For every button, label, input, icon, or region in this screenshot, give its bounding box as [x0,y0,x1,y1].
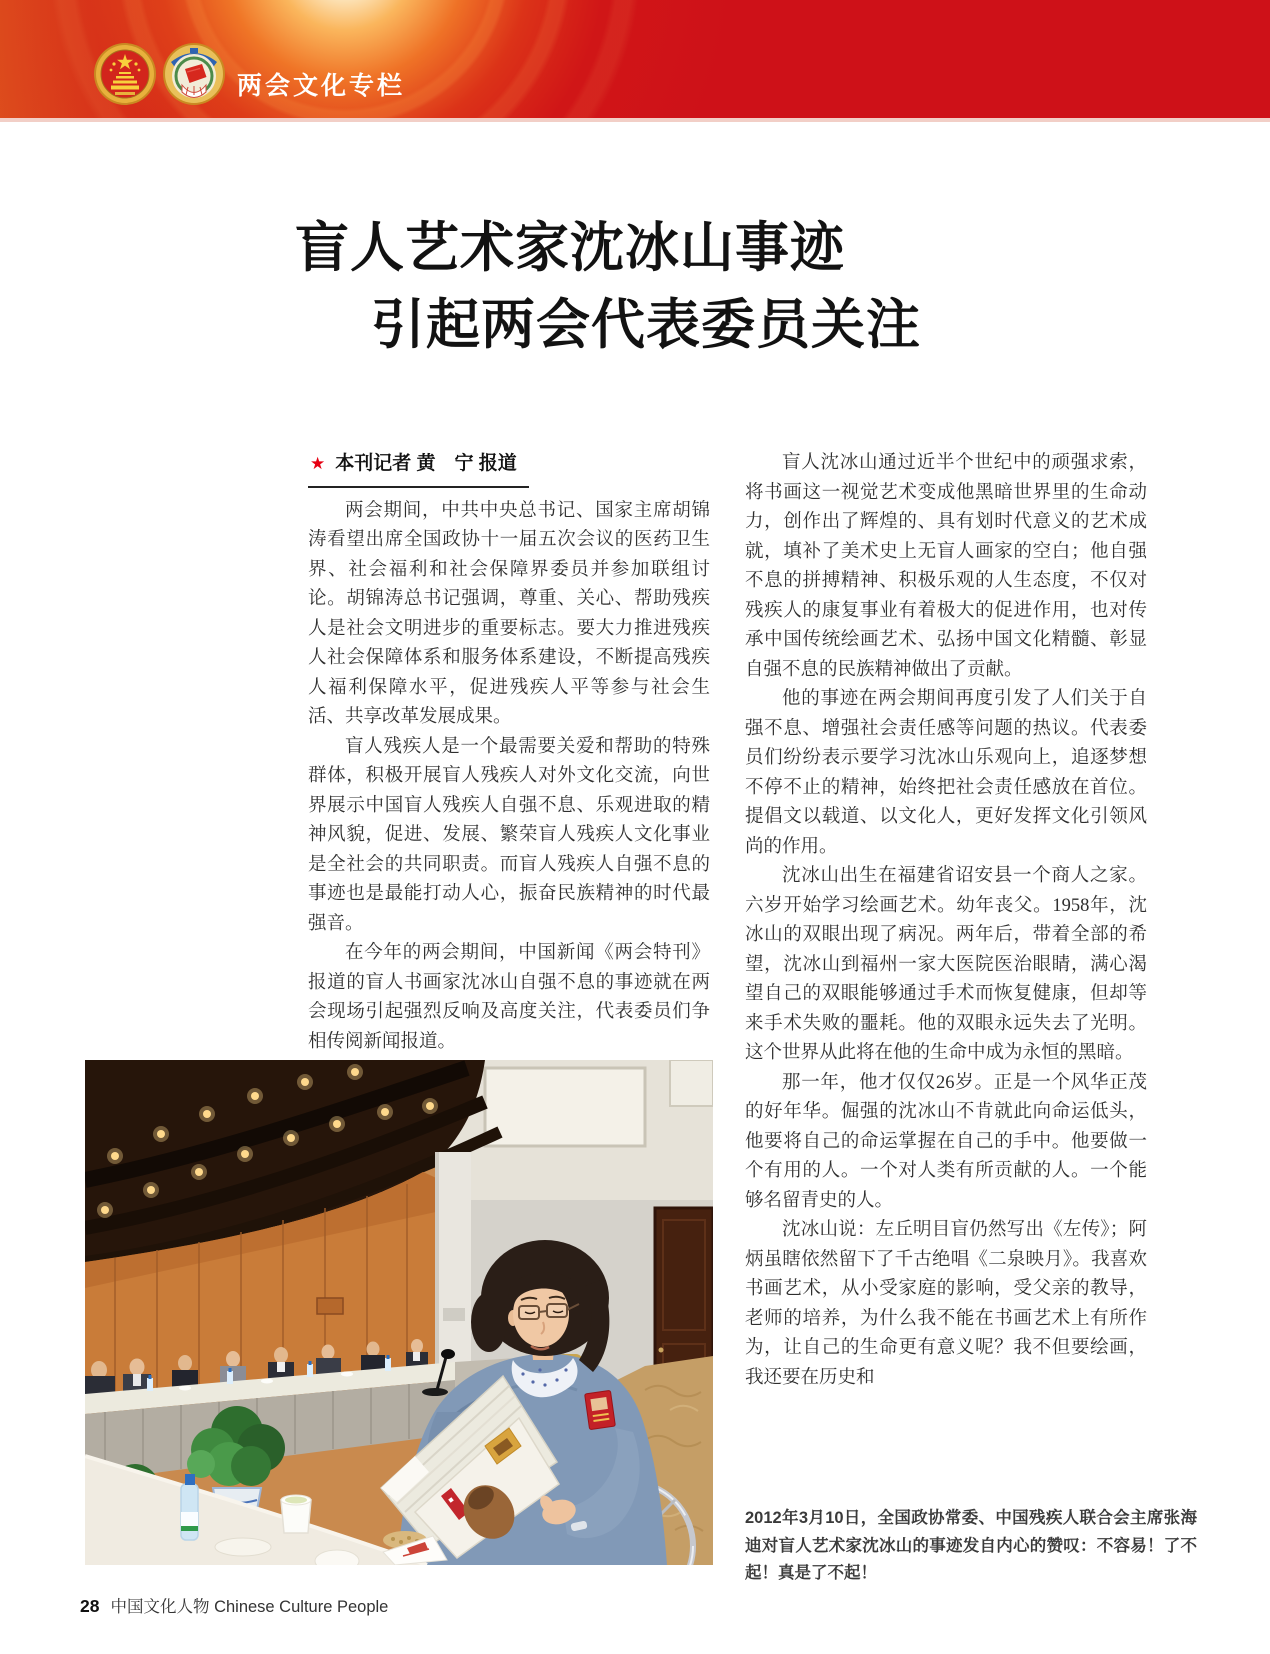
masthead-banner [0,0,1270,118]
paragraph: 盲人残疾人是一个最需要关爱和帮助的特殊群体，积极开展盲人残疾人对外文化交流，向世界展示中国盲人残疾人自强不息、乐观进取的精神风貌，促进、发展、繁荣盲人残疾人文化事业是全社会的共同职责。而盲人残疾人自强不息的事迹也是最能打动人心，振奋民族精神的时代最强音。 [308,736,710,934]
paragraph: 在今年的两会期间，中国新闻《两会特刊》报道的盲人书画家沈冰山自强不息的事迹就在两会现场引起强烈反响及高度关注，代表委员们争相传阅新闻报道。 [308,943,710,1052]
star-icon: ★ [310,454,326,473]
byline-text: 本刊记者 黄 宁 报道 [335,453,517,474]
paragraph: 那一年，他才仅仅26岁。正是一个风华正茂的好年华。倔强的沈冰山不肯就此向命运低头，他要将自己的命运掌握在自己的手中。他要做一个有用的人。一个对人类有所贡献的人。一个能够名留青史的人。 [745,1072,1147,1211]
paragraph: 他的事迹在两会期间再度引发了人们关于自强不息、增强社会责任感等问题的热议。代表委员们纷纷表示要学习沈冰山乐观向上，追逐梦想不停不止的精神，始终把社会责任感放在首位。提倡文以载道、以文化人，更好发挥文化引领风尚的作用。 [745,689,1147,857]
delegate-badge [585,1390,616,1429]
water-bottle [181,1474,198,1540]
paragraph: 沈冰山出生在福建省诏安县一个商人之家。六岁开始学习绘画艺术。幼年丧父。1958年，沈冰山的双眼出现了病况。两年后，带着全部的希望，沈冰山到福州一家大医院医治眼睛，满心渴望自己的双眼能够通过手术而恢复健康，但却等来手术失败的噩耗。他的双眼永远失去了光明。这个世界从此将在他的生命中成为永恒的黑暗。 [745,866,1147,1063]
paragraph: 盲人沈冰山通过近半个世纪中的顽强求索，将书画这一视觉艺术变成他黑暗世界里的生命动力，创作出了辉煌的、具有划时代意义的艺术成就，填补了美术史上无盲人画家的空白；他自强不息的拼搏精神、积极乐观的人生态度，不仅对残疾人的康复事业有着极大的促进作用，也对传承中国传统绘画艺术、弘扬中国文化精髓、彰显自强不息的民族精神做出了贡献。 [745,453,1147,680]
byline [308,449,529,488]
paragraph: 沈冰山说：左丘明目盲仍然写出《左传》；阿炳虽瞎依然留下了千古绝唱《二泉映月》。我喜欢书画艺术，从小受家庭的影响，受父亲的教导，老师的培养，为什么我不能在书画艺术上有所作为，让自己的生命更有意义呢？我不但要绘画，我还要在历史和 [745,1220,1147,1388]
section-label: 两会文化专栏 [237,72,406,100]
article-title-line2: 引起两会代表委员关注 [371,295,921,355]
article-column-right [745,449,1147,1393]
magazine-name-en: Chinese Culture People [214,1598,389,1616]
skylight-panel [485,1068,645,1146]
byline-row [308,449,710,497]
paragraph: 两会期间，中共中央总书记、国家主席胡锦涛看望出席全国政协十一届五次会议的医药卫生界、社会福利和社会保障界委员并参加联组讨论。胡锦涛总书记强调，尊重、关心、帮助残疾人是社会文明进步的重要标志。要大力推进残疾人社会保障体系和服务体系建设，不断提高残疾人福利保障水平，促进残疾人平等参与社会生活、共享改革发展成果。 [308,500,710,727]
national-emblem-icon [93,42,157,106]
page-footer [80,1593,388,1617]
page-number: 28 [80,1596,100,1616]
magazine-name-zh: 中国文化人物 [110,1598,210,1616]
photo-caption: 2012年3月10日，全国政协常委、中国残疾人联合会主席张海迪对盲人艺术家沈冰山的事迹发自内心的赞叹：不容易！了不起！真是了不起！ [745,1509,1197,1582]
saucer [215,1538,271,1556]
cppcc-emblem-icon [162,42,226,106]
article-column-left [308,449,710,1057]
article-title [295,210,1195,364]
article-title-line1: 盲人艺术家沈冰山事迹 [295,218,845,278]
teacup [281,1495,311,1533]
article-photo [85,1060,713,1565]
